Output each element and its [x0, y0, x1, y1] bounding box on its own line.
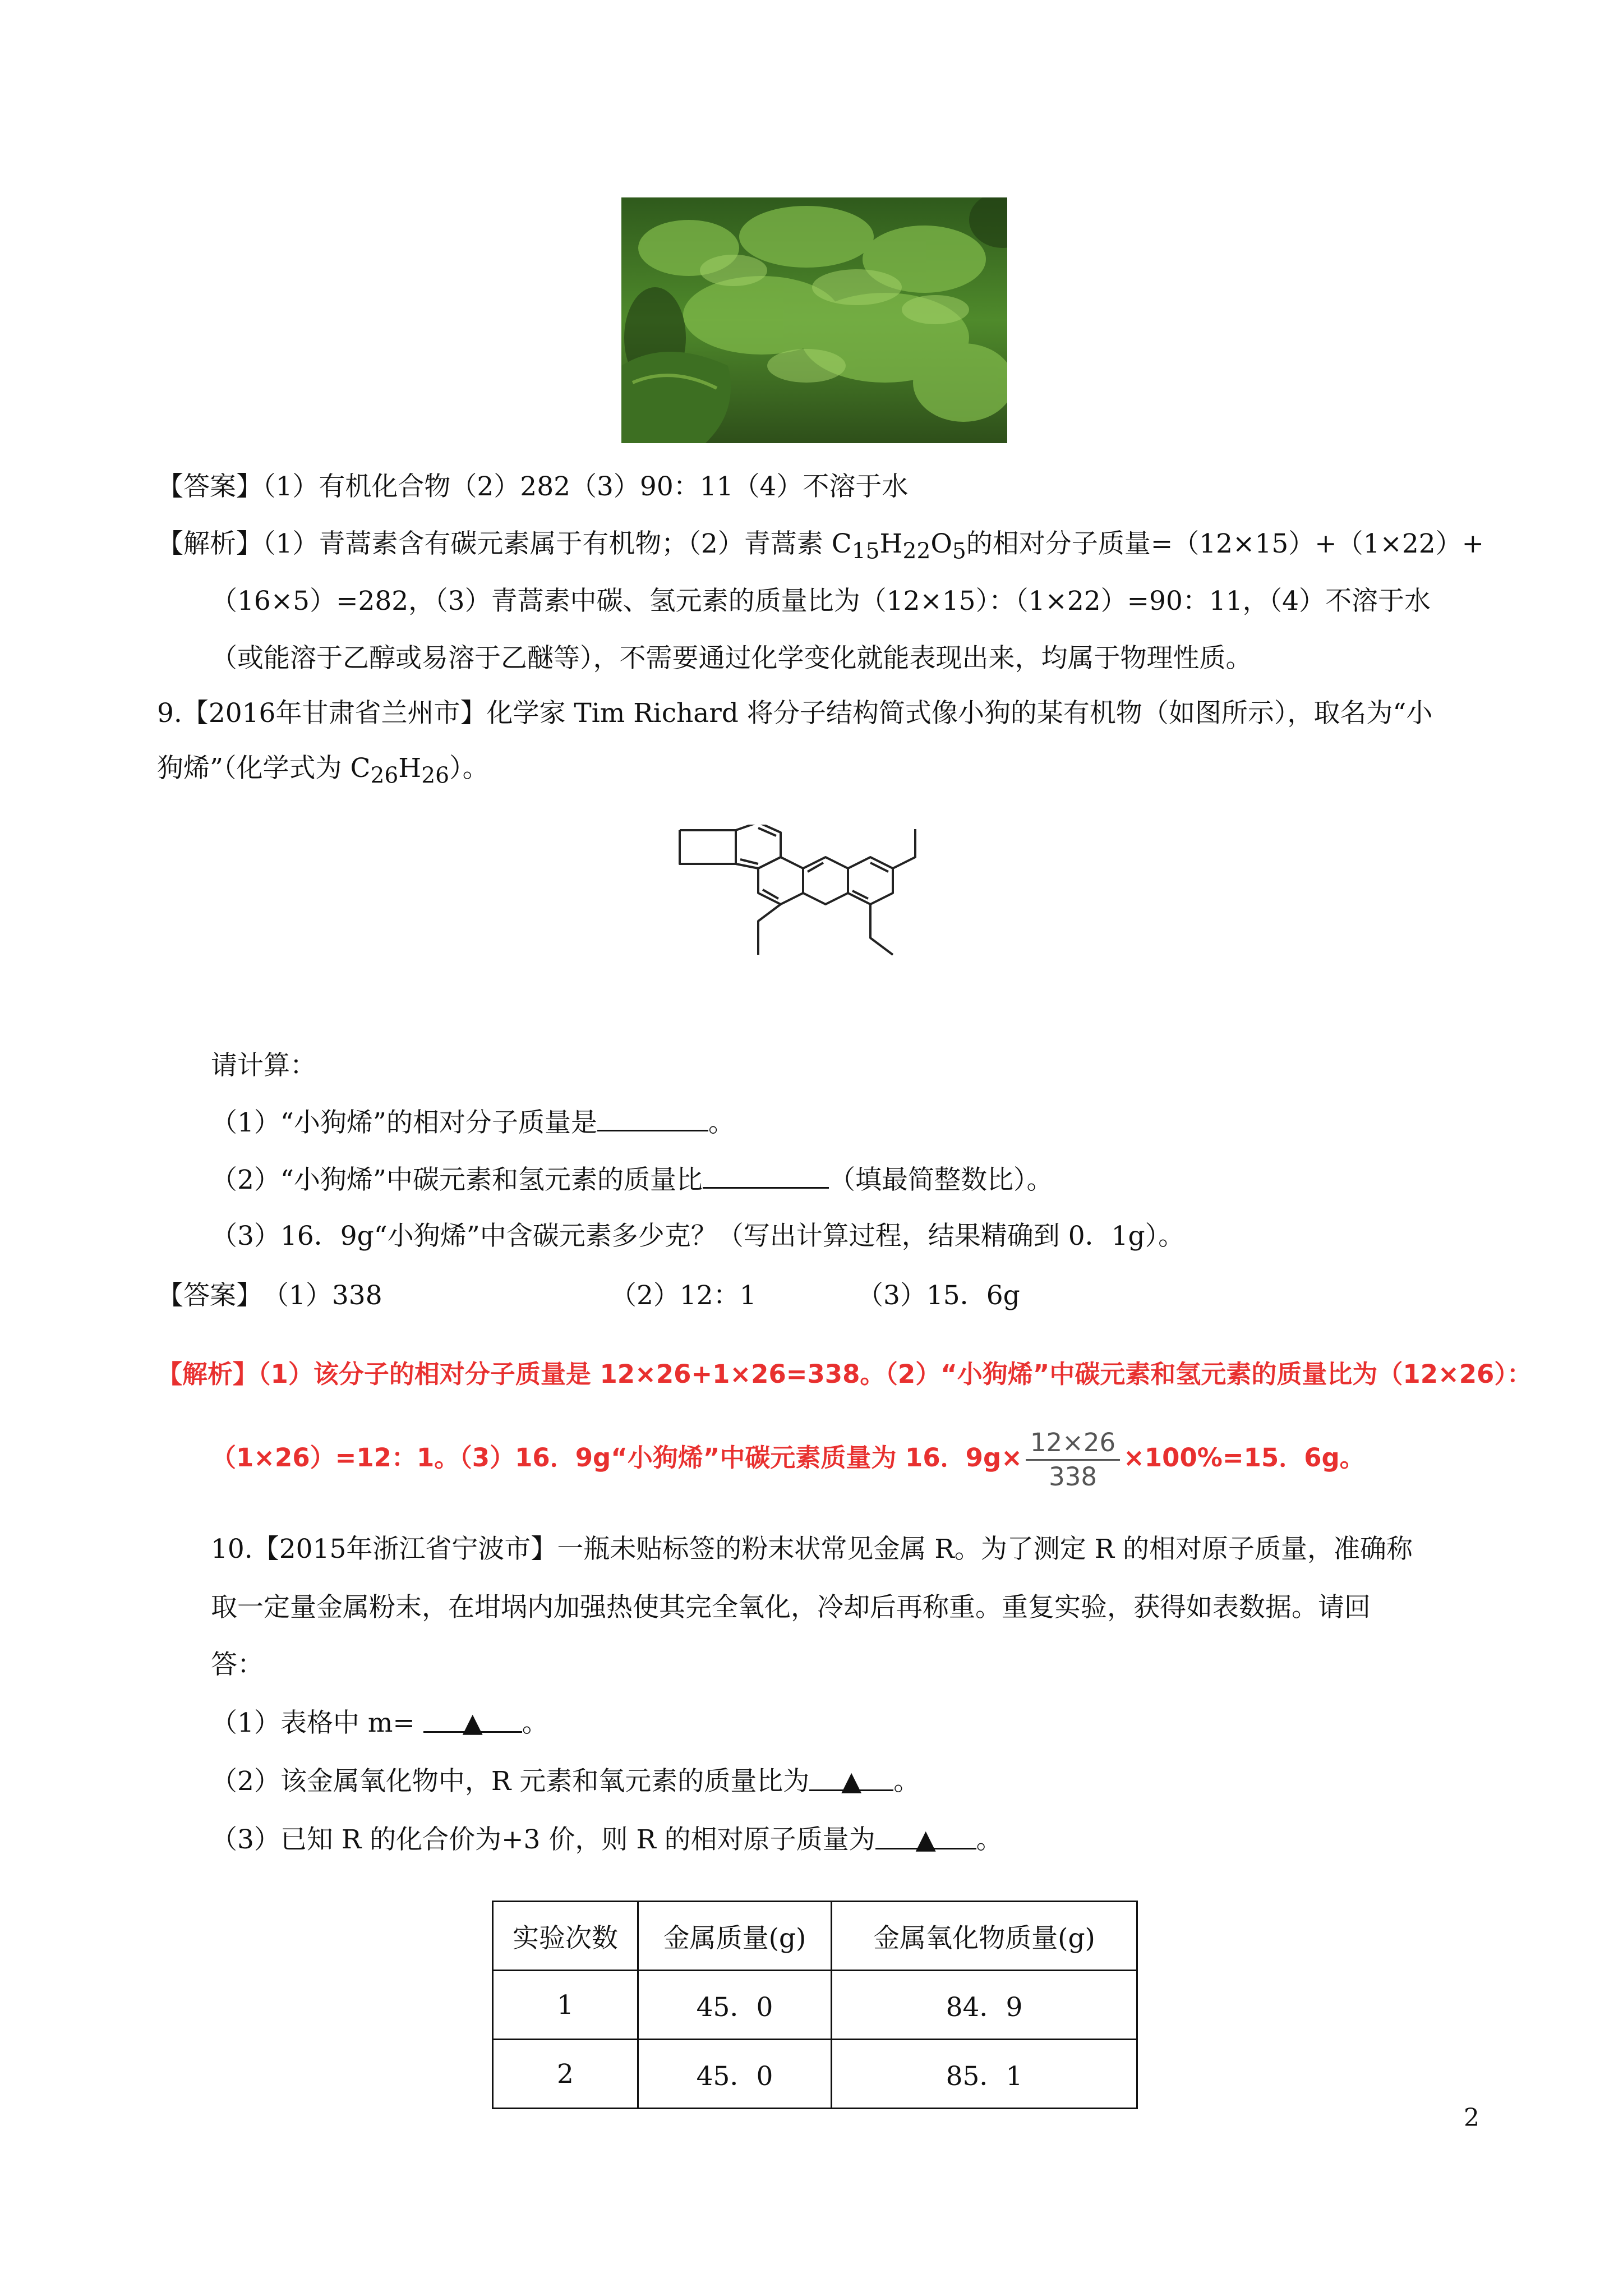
page-number: 2 [1464, 2104, 1479, 2132]
plant-image [621, 197, 1007, 443]
table-cell: 85．1 [832, 2040, 1137, 2109]
experiment-table [492, 1901, 1138, 2109]
question-source: 【2015年浙江省宁波市】 [252, 1534, 557, 1565]
question-10-line1: 10.【2015年浙江省宁波市】一瓶未贴标签的粉末状常见金属 R。为了测定 R 的相对原子质量，准确称 [211, 1534, 1413, 1565]
question-9-prompt: 请计算： [211, 1050, 316, 1081]
question-source: 【2016年甘肃省兰州市】 [182, 698, 487, 729]
table-header-row [493, 1902, 1137, 1971]
table-row [493, 1971, 1137, 2040]
table-header: 实验次数 [493, 1902, 638, 1971]
question-9-line1: 9.【2016年甘肃省兰州市】化学家 Tim Richard 将分子结构简式像小狗的某有机物（如图所示），取名为“小 [157, 698, 1433, 729]
answer-blank[interactable] [597, 1104, 708, 1131]
question-10-line2: 取一定量金属粉末，在坩埚内加强热使其完全氧化，冷却后再称重。重复实验，获得如表数据。请回 [211, 1592, 1371, 1623]
answer-9: 【答案】（1）338 （2）12：1 （3）15．6g [157, 1280, 1020, 1311]
table-cell: 45．0 [638, 1971, 832, 2040]
analysis-label: 【解析】 [157, 1359, 259, 1389]
table-cell: 84．9 [832, 1971, 1137, 2040]
table-header: 金属质量(g) [638, 1902, 832, 1971]
table-header: 金属氧化物质量(g) [832, 1902, 1137, 1971]
analysis-8-line2: （16×5）=282，（3）青蒿素中碳、氢元素的质量比为（12×15）：（1×22）=90：11，（4）不溶于水 [211, 586, 1431, 616]
analysis-8-line1: 【解析】（1）青蒿素含有碳元素属于有机物；（2）青蒿素 $C_{15}H_{22}O_5$的相对分子质量=（12×15）+（1×22）+ [157, 528, 1484, 564]
triangle-icon: ▲ [841, 1766, 862, 1797]
question-number: 10. [211, 1534, 253, 1565]
question-10-sub1: （1）表格中 m= ▲ 。 [211, 1705, 548, 1741]
analysis-8-line3: （或能溶于乙醇或易溶于乙醚等），不需要通过化学变化就能表现出来，均属于物理性质。 [211, 643, 1252, 674]
artemisia-photo [621, 197, 1007, 443]
answer-label: 【答案】 [157, 1280, 262, 1311]
analysis-label: 【解析】 [157, 528, 262, 559]
question-9-sub3: （3）16．9g“小狗烯”中含碳元素多少克？（写出计算过程，结果精确到 0．1g）。 [211, 1221, 1185, 1251]
triangle-icon: ▲ [462, 1708, 483, 1738]
puppy-olefin-diagram [673, 825, 953, 1015]
table-cell: 1 [493, 1971, 638, 2040]
question-10-sub3: （3）已知 R 的化合价为+3 价，则 R 的相对原子质量为 ▲ 。 [211, 1822, 1003, 1858]
answer-text: （1）有机化合物（2）282（3）90：11（4）不溶于水 [262, 471, 909, 502]
fraction: $\frac{12\times 26}{338}$ [1026, 1427, 1120, 1493]
analysis-9-line1: 【解析】（1）该分子的相对分子质量是 12×26+1×26=338。（2）“小狗烯”中碳元素和氢元素的质量比为（12×26）： [157, 1359, 1532, 1389]
question-9-sub2: （2）“小狗烯”中碳元素和氢元素的质量比 （填最简整数比）。 [211, 1161, 1053, 1198]
question-9-line2: 狗烯”（化学式为 $C_{26}H_{26}$）。 [157, 753, 489, 789]
table-row [493, 2040, 1137, 2109]
answer-8 [157, 469, 908, 505]
question-9-sub1: （1）“小狗烯”的相对分子质量是 。 [211, 1104, 735, 1141]
answer-blank[interactable] [875, 1822, 976, 1855]
answer-blank[interactable] [423, 1705, 522, 1738]
question-10-line3: 答： [211, 1649, 264, 1680]
table-cell: 45．0 [638, 2040, 832, 2109]
analysis-9-line2: （1×26）=12：1。（3）16．9g“小狗烯”中碳元素质量为 16．9g× $\frac{12\times 26}{338}$ ×100%=15．6g。 [211, 1421, 1365, 1494]
question-number: 9. [157, 698, 182, 729]
question-10-sub2: （2）该金属氧化物中，R 元素和氧元素的质量比为 ▲ 。 [211, 1764, 920, 1800]
answer-label: 【答案】 [157, 471, 262, 502]
answer-blank[interactable] [703, 1161, 829, 1189]
table-cell: 2 [493, 2040, 638, 2109]
triangle-icon: ▲ [915, 1824, 936, 1855]
answer-blank[interactable] [809, 1764, 893, 1797]
molecule-structure [673, 825, 953, 1015]
